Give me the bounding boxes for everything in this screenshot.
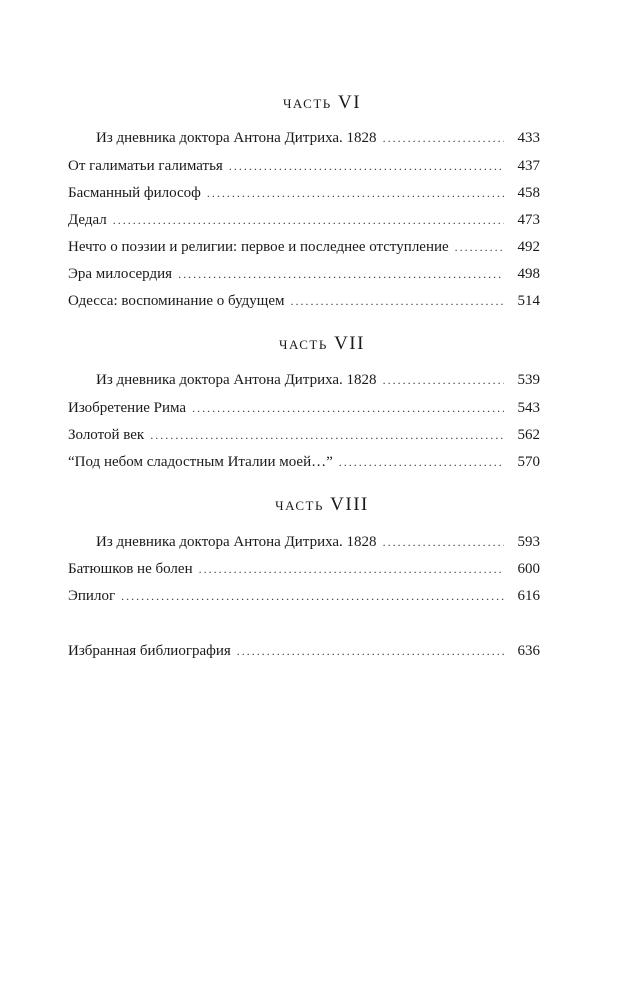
- toc-entry-page: 473: [517, 212, 540, 228]
- toc-entry-title: Дедал: [68, 212, 107, 228]
- toc-entry[interactable]: [68, 452, 540, 472]
- toc-leader-dots: [178, 264, 504, 284]
- toc-entry-title: Нечто о поэзии и религии: первое и последнее отступление: [68, 239, 449, 255]
- toc-leader-dots: [113, 210, 504, 230]
- toc-entry-page: 636: [517, 643, 540, 659]
- toc-entry-title: Золотой век: [68, 427, 145, 443]
- toc-entry-title: От галиматьи галиматья: [68, 158, 223, 174]
- toc-entry[interactable]: [68, 128, 540, 148]
- toc-entry[interactable]: [68, 559, 540, 579]
- toc-entry[interactable]: [68, 398, 540, 418]
- toc-leader-dots: [383, 128, 504, 148]
- toc-entry-title: Избранная библиография: [68, 643, 231, 659]
- toc-entry[interactable]: [68, 264, 540, 284]
- toc-leader-dots: [339, 452, 504, 472]
- toc-entry-title: Эра милосердия: [68, 266, 173, 282]
- toc-entry-title: “Под небом сладостным Италии моей…”: [68, 454, 333, 470]
- toc-entry[interactable]: [68, 291, 540, 311]
- toc-entry-page: 539: [517, 372, 540, 388]
- toc-entry-title: Басманный философ: [68, 185, 201, 201]
- toc-entry[interactable]: [68, 210, 540, 230]
- toc-entry-bibliography[interactable]: [68, 641, 540, 661]
- part-title: часть VIII: [275, 494, 369, 515]
- toc-entry[interactable]: [68, 156, 540, 176]
- toc-entry-title: Батюшков не болен: [68, 561, 193, 577]
- toc-entry-page: 600: [517, 561, 540, 577]
- toc-entry-page: 437: [517, 158, 540, 174]
- toc-entry-page: 593: [517, 534, 540, 550]
- toc-entry-page: 492: [517, 239, 540, 255]
- toc-leader-dots: [207, 183, 504, 203]
- toc-entry[interactable]: [68, 370, 540, 390]
- toc-leader-dots: [455, 237, 504, 257]
- part-title: часть VII: [279, 333, 365, 354]
- toc-entry[interactable]: [68, 425, 540, 445]
- toc-entry-page: 458: [517, 185, 540, 201]
- toc-entry-title: Из дневника доктора Антона Дитриха. 1828: [96, 130, 377, 146]
- toc-entry-page: 562: [517, 427, 540, 443]
- toc-entry-page: 616: [517, 588, 540, 604]
- toc-leader-dots: [199, 559, 504, 579]
- toc-entry-title: Из дневника доктора Антона Дитриха. 1828: [96, 372, 377, 388]
- toc-entry[interactable]: [68, 532, 540, 552]
- toc-leader-dots: [192, 398, 504, 418]
- toc-leader-dots: [383, 370, 504, 390]
- toc-entry-page: 498: [517, 266, 540, 282]
- part-title: часть VI: [282, 92, 362, 113]
- toc-entry[interactable]: [68, 183, 540, 203]
- toc-entry-page: 543: [517, 400, 540, 416]
- toc-leader-dots: [121, 586, 504, 606]
- toc-leader-dots: [229, 156, 504, 176]
- toc-entry-title: Изобретение Рима: [68, 400, 187, 416]
- toc-leader-dots: [383, 532, 504, 552]
- toc-entry-page: 570: [517, 454, 540, 470]
- toc-entry[interactable]: [68, 586, 540, 606]
- toc-leader-dots: [150, 425, 504, 445]
- toc-entry[interactable]: [68, 237, 540, 257]
- toc-entry-page: 514: [517, 293, 540, 309]
- toc-entry-title: Одесса: воспоминание о будущем: [68, 293, 285, 309]
- toc-leader-dots: [291, 291, 505, 311]
- toc-entry-title: Эпилог: [68, 588, 116, 604]
- toc-entry-title: Из дневника доктора Антона Дитриха. 1828: [96, 534, 377, 550]
- toc-entry-page: 433: [517, 130, 540, 146]
- toc-leader-dots: [237, 641, 504, 661]
